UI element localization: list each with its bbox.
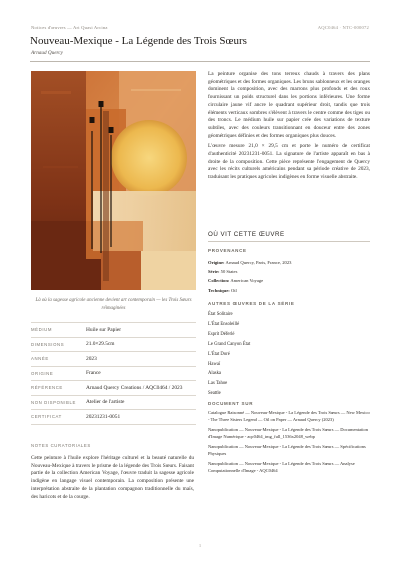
series-heading: AUTRES ŒUVRES DE LA SÉRIE [208, 301, 295, 306]
detail-row [31, 409, 196, 425]
series-link[interactable]: L'État Doré [208, 351, 230, 357]
series-link[interactable]: État Solitaire [208, 312, 233, 317]
detail-label: ANNÉE [31, 356, 49, 361]
where-divider [208, 241, 370, 242]
artwork-image [31, 71, 196, 290]
provenance-heading: PROVENANCE [208, 248, 247, 253]
detail-row [31, 395, 196, 410]
running-header-right: AQC0464 · NTC-000072 [317, 25, 369, 30]
series-link[interactable]: Hawaï [208, 361, 221, 367]
documentation-link[interactable]: Nanopublication — Nouveau-Mexique - La Légende des Trois Sœurs — Documentation d'Image Numérique - aqc0464_img_full_1536x2048_webp [208, 427, 368, 439]
detail-row [31, 366, 196, 381]
detail-row [31, 322, 196, 337]
detail-label: NON DISPONIBLE [31, 399, 76, 405]
provenance-item: Origine: Arnaud Quercy, Paris, France, 2023 [208, 260, 292, 265]
details-table [31, 322, 196, 425]
detail-row [31, 351, 196, 366]
artwork-title: Nouveau-Mexique - La Légende des Trois Sœurs [30, 35, 247, 47]
detail-label: CERTIFICAT [31, 414, 62, 419]
detail-label: ORIGINE [31, 370, 54, 376]
detail-label: RÉFÉRENCE [31, 385, 63, 390]
detail-value: France [86, 370, 101, 376]
detail-row [31, 380, 196, 395]
detail-label: DIMENSIONS [31, 341, 65, 347]
detail-value: 20231231-0051 [86, 413, 121, 420]
detail-value: Arnaud Quercy Creations / AQC0464 / 2023 [86, 384, 183, 391]
series-list [208, 310, 370, 399]
documentation-link[interactable]: Nanopublication — Nouveau-Mexique - La Légende des Trois Sœurs — Spécifications Physiques [208, 444, 366, 456]
series-link[interactable]: Las Tahoe [208, 381, 228, 387]
description-paragraph: La peinture organise des tons terreux chauds à travers des plans géométriques et des formes organiques. Les bruns sablonneux et les oranges dominent la composition, avec des marrons plus profonds et des roux fournissant un poids structurel dans les portions inférieures. Une forme circulaire jaune vif ancre le quadrant supérieur droit, tandis que trois éléments verticaux sombres s'élèvent à travers le centre comme des tiges ou des troncs. Le médium huile sur papier crée des variations de texture subtiles, avec des couleurs transitionnant en douceur entre des zones géométriques définies et des formes organiques plus douces. [208, 71, 370, 139]
page-number: 1 [198, 543, 202, 548]
detail-label: MÉDIUM [31, 327, 53, 332]
docs-heading: DOCUMENT SUR [208, 401, 254, 406]
provenance-item: Série: 50 States [208, 269, 238, 275]
series-link[interactable]: Le Grand Canyon État [208, 341, 251, 347]
detail-value: Huile sur Papier [86, 326, 122, 333]
series-link[interactable]: Esprit Déferlé [208, 331, 235, 337]
detail-value: Atelier de l'artiste [86, 399, 125, 405]
documentation-list [208, 410, 370, 478]
where-heading: OÙ VIT CETTE ŒUVRE [208, 231, 285, 238]
series-link[interactable]: L'État Ensoleillé [208, 321, 240, 327]
artist-name: Arnaud Quercy [31, 50, 63, 56]
image-caption: Là où la sagesse agricole ancienne devient art contemporain — les Trois Sœurs réimaginées [35, 298, 192, 311]
artwork-description [208, 71, 370, 185]
series-link[interactable]: Seattle [208, 391, 221, 397]
description-paragraph: L'œuvre mesure 21,0 × 29,5 cm et porte le numéro de certificat d'authenticité 20231231-0051. La signature de l'artiste apparaît en bas à droite de la composition. Cette pièce représente l'engagement de Quercy avec les récits culturels américains pendant sa période créative de 2023, traduisant les pratiques agricoles indigènes en forme visuelle abstraite. [208, 143, 370, 181]
documentation-link[interactable]: Nanopublication — Nouveau-Mexique - La Légende des Trois Sœurs — Analyse Computationnelle d'Image - AQC0464 [208, 461, 355, 473]
curatorial-notes: Cette peinture à l'huile explore l'héritage culturel et la beauté naturelle du Nouveau-Mexique à travers le prisme de la légende des Trois Sœurs. Faisant partie de la collection American Voyage, l'œuvre traduit la sagesse agricole indigène en langage visuel contemporain. La composition présente une interprétation abstraite de la plantation compagnon traditionnelle du maïs, des haricots et de la courge. [31, 455, 194, 500]
header-divider [30, 61, 370, 62]
documentation-link[interactable]: Catalogue Raisonné — Nouveau-Mexique - La Légende des Trois Sœurs — New Mexico - The Three Sisters Legend — Oil on Paper — Arnaud Quercy (2023) [208, 410, 370, 422]
detail-value: 2023 [86, 355, 97, 362]
notes-heading: NOTES CURATORIALES [31, 443, 91, 448]
series-link[interactable]: Alaska [208, 371, 222, 377]
provenance-list [208, 258, 370, 295]
running-header-left: Notices d'œuvres — Art Quasi Arcina [31, 25, 108, 30]
provenance-item: Technique: Oil [208, 287, 237, 293]
provenance-item: Collection: American Voyage [208, 278, 264, 284]
detail-row [31, 337, 196, 352]
detail-value: 21.0×29.5cm [86, 341, 115, 347]
